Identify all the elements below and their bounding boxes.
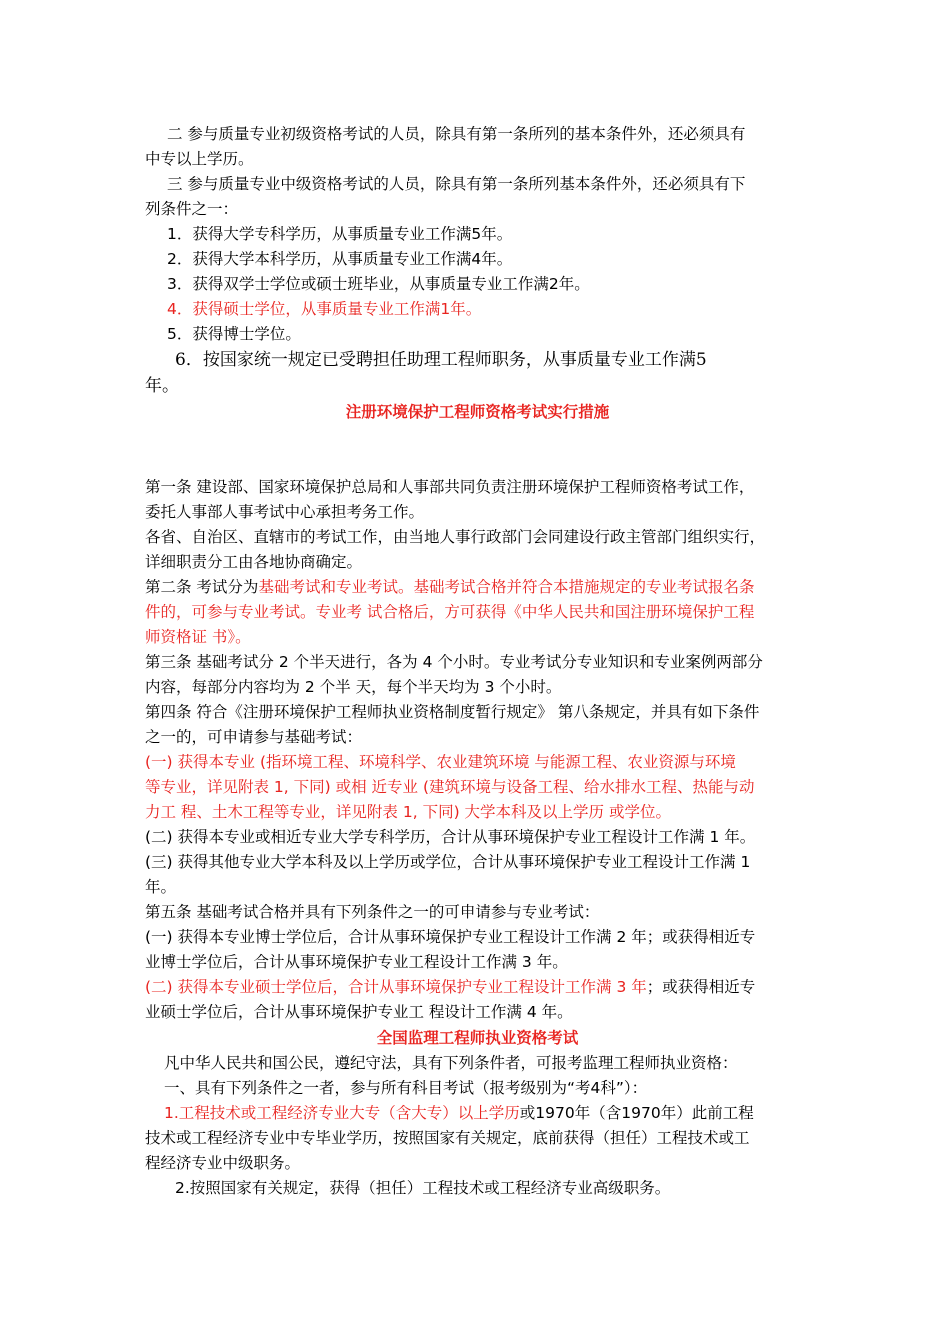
section-title: 全国监理工程师执业资格考试	[376, 1029, 579, 1047]
paragraph: 第四条 符合《注册环境保护工程师执业资格制度暂行规定》 第八条规定，并具有如下条件	[145, 703, 760, 721]
paragraph: 程经济专业中级职务。	[145, 1154, 301, 1172]
paragraph: 中专以上学历。	[145, 150, 254, 168]
paragraph: 列条件之一：	[145, 200, 239, 218]
paragraph: (一) 获得本专业博士学位后，合计从事环境保护专业工程设计工作满 2 年；或获得相近专	[145, 928, 756, 946]
paragraph: 年。	[145, 878, 177, 896]
paragraph: 各省、自治区、直辖市的考试工作，由当地人事行政部门会同建设行政主管部门组织实行，	[145, 528, 766, 546]
paragraph: 三 参与质量专业中级资格考试的人员，除具有第一条所列基本条件外，还必须具有下	[167, 175, 746, 193]
paragraph: 第五条 基础考试合格并具有下列条件之一的可申请参与专业考试：	[145, 903, 600, 921]
list-item: 1．获得大学专科学历，从事质量专业工作满5年。	[167, 225, 513, 243]
list-item: 6．按国家统一规定已受聘担任助理工程师职务，从事质量专业工作满5	[175, 350, 707, 370]
paragraph: 内容，每部分内容均为 2 个半 天，每个半天均为 3 个小时。	[145, 678, 562, 696]
text-run-highlighted: 1.工程技术或工程经济专业大专（含大专）以上学历	[164, 1104, 520, 1122]
list-item: 年。	[145, 376, 179, 396]
paragraph: 一、具有下列条件之一者，参与所有科目考试（报考级别为“考4科”）：	[164, 1079, 648, 1097]
paragraph: 第三条 基础考试分 2 个半天进行，各为 4 个小时。专业考试分专业知识和专业案例两部分	[145, 653, 763, 671]
list-item-highlighted: 4．获得硕士学位，从事质量专业工作满1年。	[167, 300, 482, 318]
paragraph: (三) 获得其他专业大学本科及以上学历或学位，合计从事环境保护专业工程设计工作满 1	[145, 853, 751, 871]
paragraph	[145, 1101, 810, 1126]
list-item: 5．获得博士学位。	[167, 325, 301, 343]
paragraph	[145, 975, 810, 1000]
paragraph-highlighted: 力工 程、土木工程等专业，详见附表 1, 下同) 大学本科及以上学历 或学位。	[145, 803, 671, 821]
text-run-highlighted: 基础考试和专业考试。基础考试合格并符合本措施规定的专业考试报名条	[258, 578, 755, 596]
list-item: 3．获得双学士学位或硕士班毕业，从事质量专业工作满2年。	[167, 275, 590, 293]
text-run: 或1970年（含1970年）此前工程	[519, 1104, 754, 1122]
paragraph: 详细职责分工由各地协商确定。	[145, 553, 363, 571]
paragraph: 业硕士学位后，合计从事环境保护专业工 程设计工作满 4 年。	[145, 1003, 573, 1021]
document-page	[145, 122, 810, 1201]
paragraph: 凡中华人民共和国公民，遵纪守法，具有下列条件者，可报考监理工程师执业资格：	[164, 1054, 738, 1072]
paragraph	[145, 575, 810, 600]
text-run: 第二条 考试分为	[145, 578, 259, 596]
text-run: ；或获得相近专	[646, 978, 756, 996]
paragraph-highlighted: (一) 获得本专业 (指环境工程、环境科学、农业建筑环境 与能源工程、农业资源与环境	[145, 753, 736, 771]
paragraph: 之一的，可申请参与基础考试：	[145, 728, 363, 746]
paragraph: (二) 获得本专业或相近专业大学专科学历，合计从事环境保护专业工程设计工作满 1 年。	[145, 828, 756, 846]
paragraph: 委托人事部人事考试中心承担考务工作。	[145, 503, 425, 521]
paragraph: 第一条 建设部、国家环境保护总局和人事部共同负责注册环境保护工程师资格考试工作，	[145, 478, 755, 496]
paragraph: 2.按照国家有关规定，获得（担任）工程技术或工程经济专业高级职务。	[175, 1179, 671, 1197]
paragraph-highlighted: 件的，可参与专业考试。专业考 试合格后，方可获得《中华人民共和国注册环境保护工程	[145, 603, 755, 621]
paragraph: 技术或工程经济专业中专毕业学历，按照国家有关规定，底前获得（担任）工程技术或工	[145, 1129, 750, 1147]
paragraph: 业博士学位后，合计从事环境保护专业工程设计工作满 3 年。	[145, 953, 568, 971]
section-title: 注册环境保护工程师资格考试实行措施	[345, 403, 610, 421]
paragraph: 二 参与质量专业初级资格考试的人员，除具有第一条所列的基本条件外，还必须具有	[167, 125, 746, 143]
paragraph-highlighted: 等专业，详见附表 1, 下同) 或相 近专业 (建筑环境与设备工程、给水排水工程、热能与动	[145, 778, 755, 796]
paragraph-highlighted: 师资格证 书》。	[145, 628, 251, 646]
text-run-highlighted: (二) 获得本专业硕士学位后，合计从事环境保护专业工程设计工作满 3 年	[145, 978, 647, 996]
list-item: 2．获得大学本科学历，从事质量专业工作满4年。	[167, 250, 513, 268]
